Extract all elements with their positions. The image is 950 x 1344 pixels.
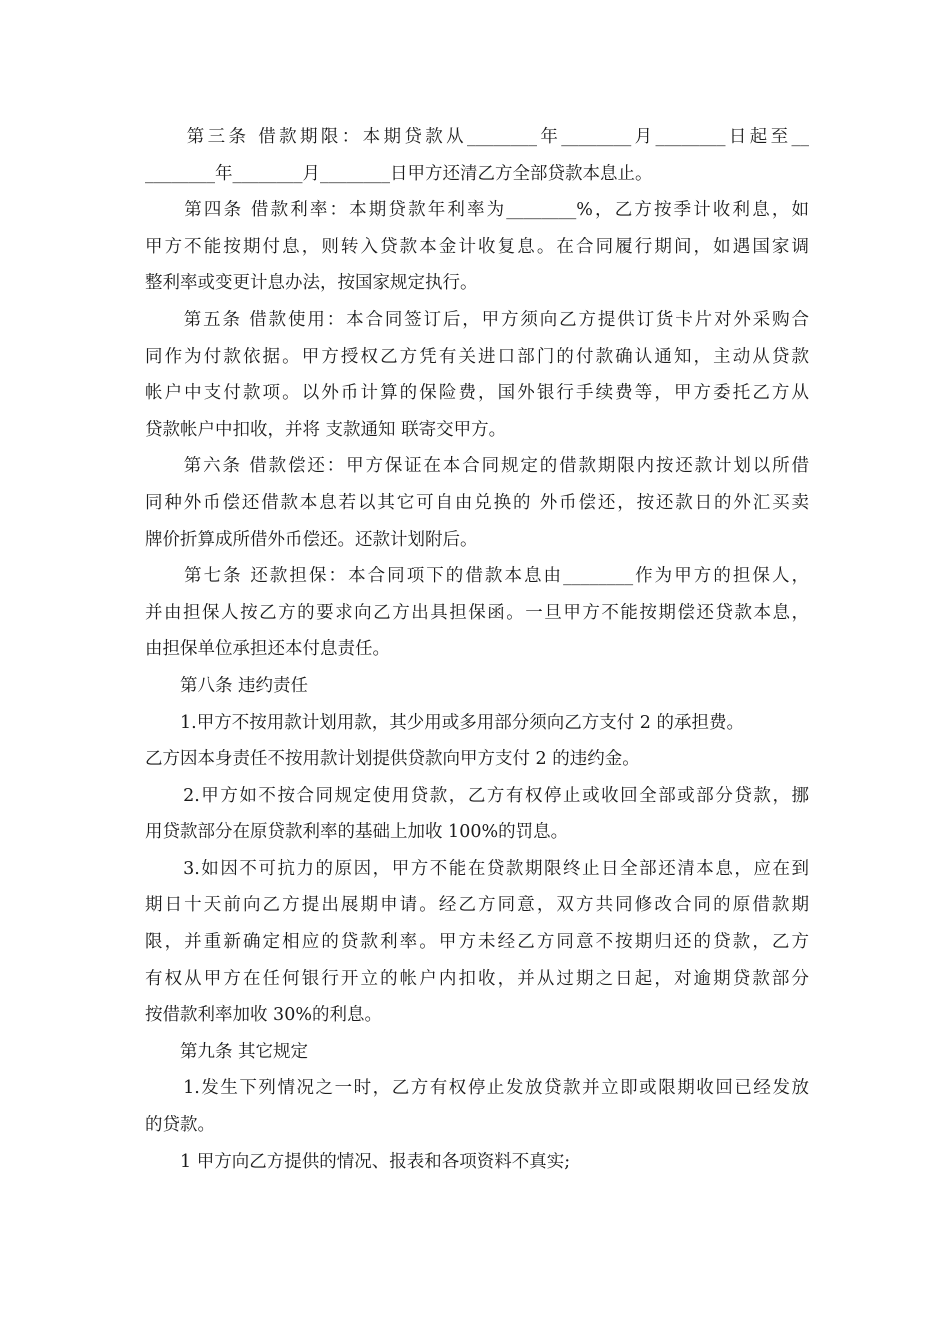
- text-line: ________年________月________日甲方还清乙方全部贷款本息止。: [145, 163, 653, 184]
- text-line: 1.甲方不按用款计划用款，其少用或多用部分须向乙方支付 2 的承担费。: [145, 712, 744, 733]
- text-line: 第八条 违约责任: [145, 675, 309, 696]
- text-line: 第三条 借款期限：本期贷款从________年________月________日起至__: [145, 127, 809, 147]
- text-line: 有权从甲方在任何银行开立的帐户内扣收，并从过期之日起，对逾期贷款部分: [145, 968, 809, 989]
- text-line: 限，并重新确定相应的贷款利率。甲方未经乙方同意不按期归还的贷款，乙方: [145, 932, 809, 953]
- text-line: 的贷款。: [145, 1115, 215, 1136]
- text-line: 并由担保人按乙方的要求向乙方出具担保函。一旦甲方不能按期偿还贷款本息，: [145, 602, 809, 623]
- text-line: 帐户中支付款项。以外币计算的保险费，国外银行手续费等，甲方委托乙方从: [145, 383, 809, 404]
- text-line: 同作为付款依据。甲方授权乙方凭有关进口部门的付款确认通知，主动从贷款: [145, 346, 809, 367]
- text-line: 3.如因不可抗力的原因，甲方不能在贷款期限终止日全部还清本息，应在到: [145, 858, 809, 879]
- text-line: 2.甲方如不按合同规定使用贷款，乙方有权停止或收回全部或部分贷款，挪: [145, 785, 809, 806]
- text-line: 按借款利率加收 30%的利息。: [145, 1005, 382, 1026]
- text-line: 期日十天前向乙方提出展期申请。经乙方同意，双方共同修改合同的原借款期: [145, 895, 809, 916]
- text-line: 由担保单位承担还本付息责任。: [145, 639, 390, 660]
- text-line: 第六条 借款偿还：甲方保证在本合同规定的借款期限内按还款计划以所借: [145, 456, 809, 477]
- text-line: 1 甲方向乙方提供的情况、报表和各项资料不真实;: [145, 1151, 571, 1172]
- text-line: 整利率或变更计息办法，按国家规定执行。: [145, 273, 478, 294]
- text-line: 牌价折算成所借外币偿还。还款计划附后。: [145, 529, 478, 550]
- text-line: 第五条 借款使用：本合同签订后，甲方须向乙方提供订货卡片对外采购合: [145, 309, 809, 330]
- text-line: 第九条 其它规定: [145, 1041, 309, 1062]
- text-line: 甲方不能按期付息，则转入贷款本金计收复息。在合同履行期间，如遇国家调: [145, 236, 809, 257]
- text-line: 第七条 还款担保：本合同项下的借款本息由________作为甲方的担保人，: [145, 566, 809, 587]
- text-line: 用贷款部分在原贷款利率的基础上加收 100%的罚息。: [145, 822, 569, 843]
- text-line: 1.发生下列情况之一时，乙方有权停止发放贷款并立即或限期收回已经发放: [145, 1078, 809, 1099]
- text-line: 贷款帐户中扣收，并将 支款通知 联寄交甲方。: [145, 419, 507, 440]
- contract-body: [145, 119, 809, 1180]
- text-line: 同种外币偿还借款本息若以其它可自由兑换的 外币偿还，按还款日的外汇买卖: [145, 492, 809, 513]
- text-line: 乙方因本身责任不按用款计划提供贷款向甲方支付 2 的违约金。: [145, 749, 640, 770]
- text-line: 第四条 借款利率：本期贷款年利率为________%，乙方按季计收利息，如: [145, 200, 809, 221]
